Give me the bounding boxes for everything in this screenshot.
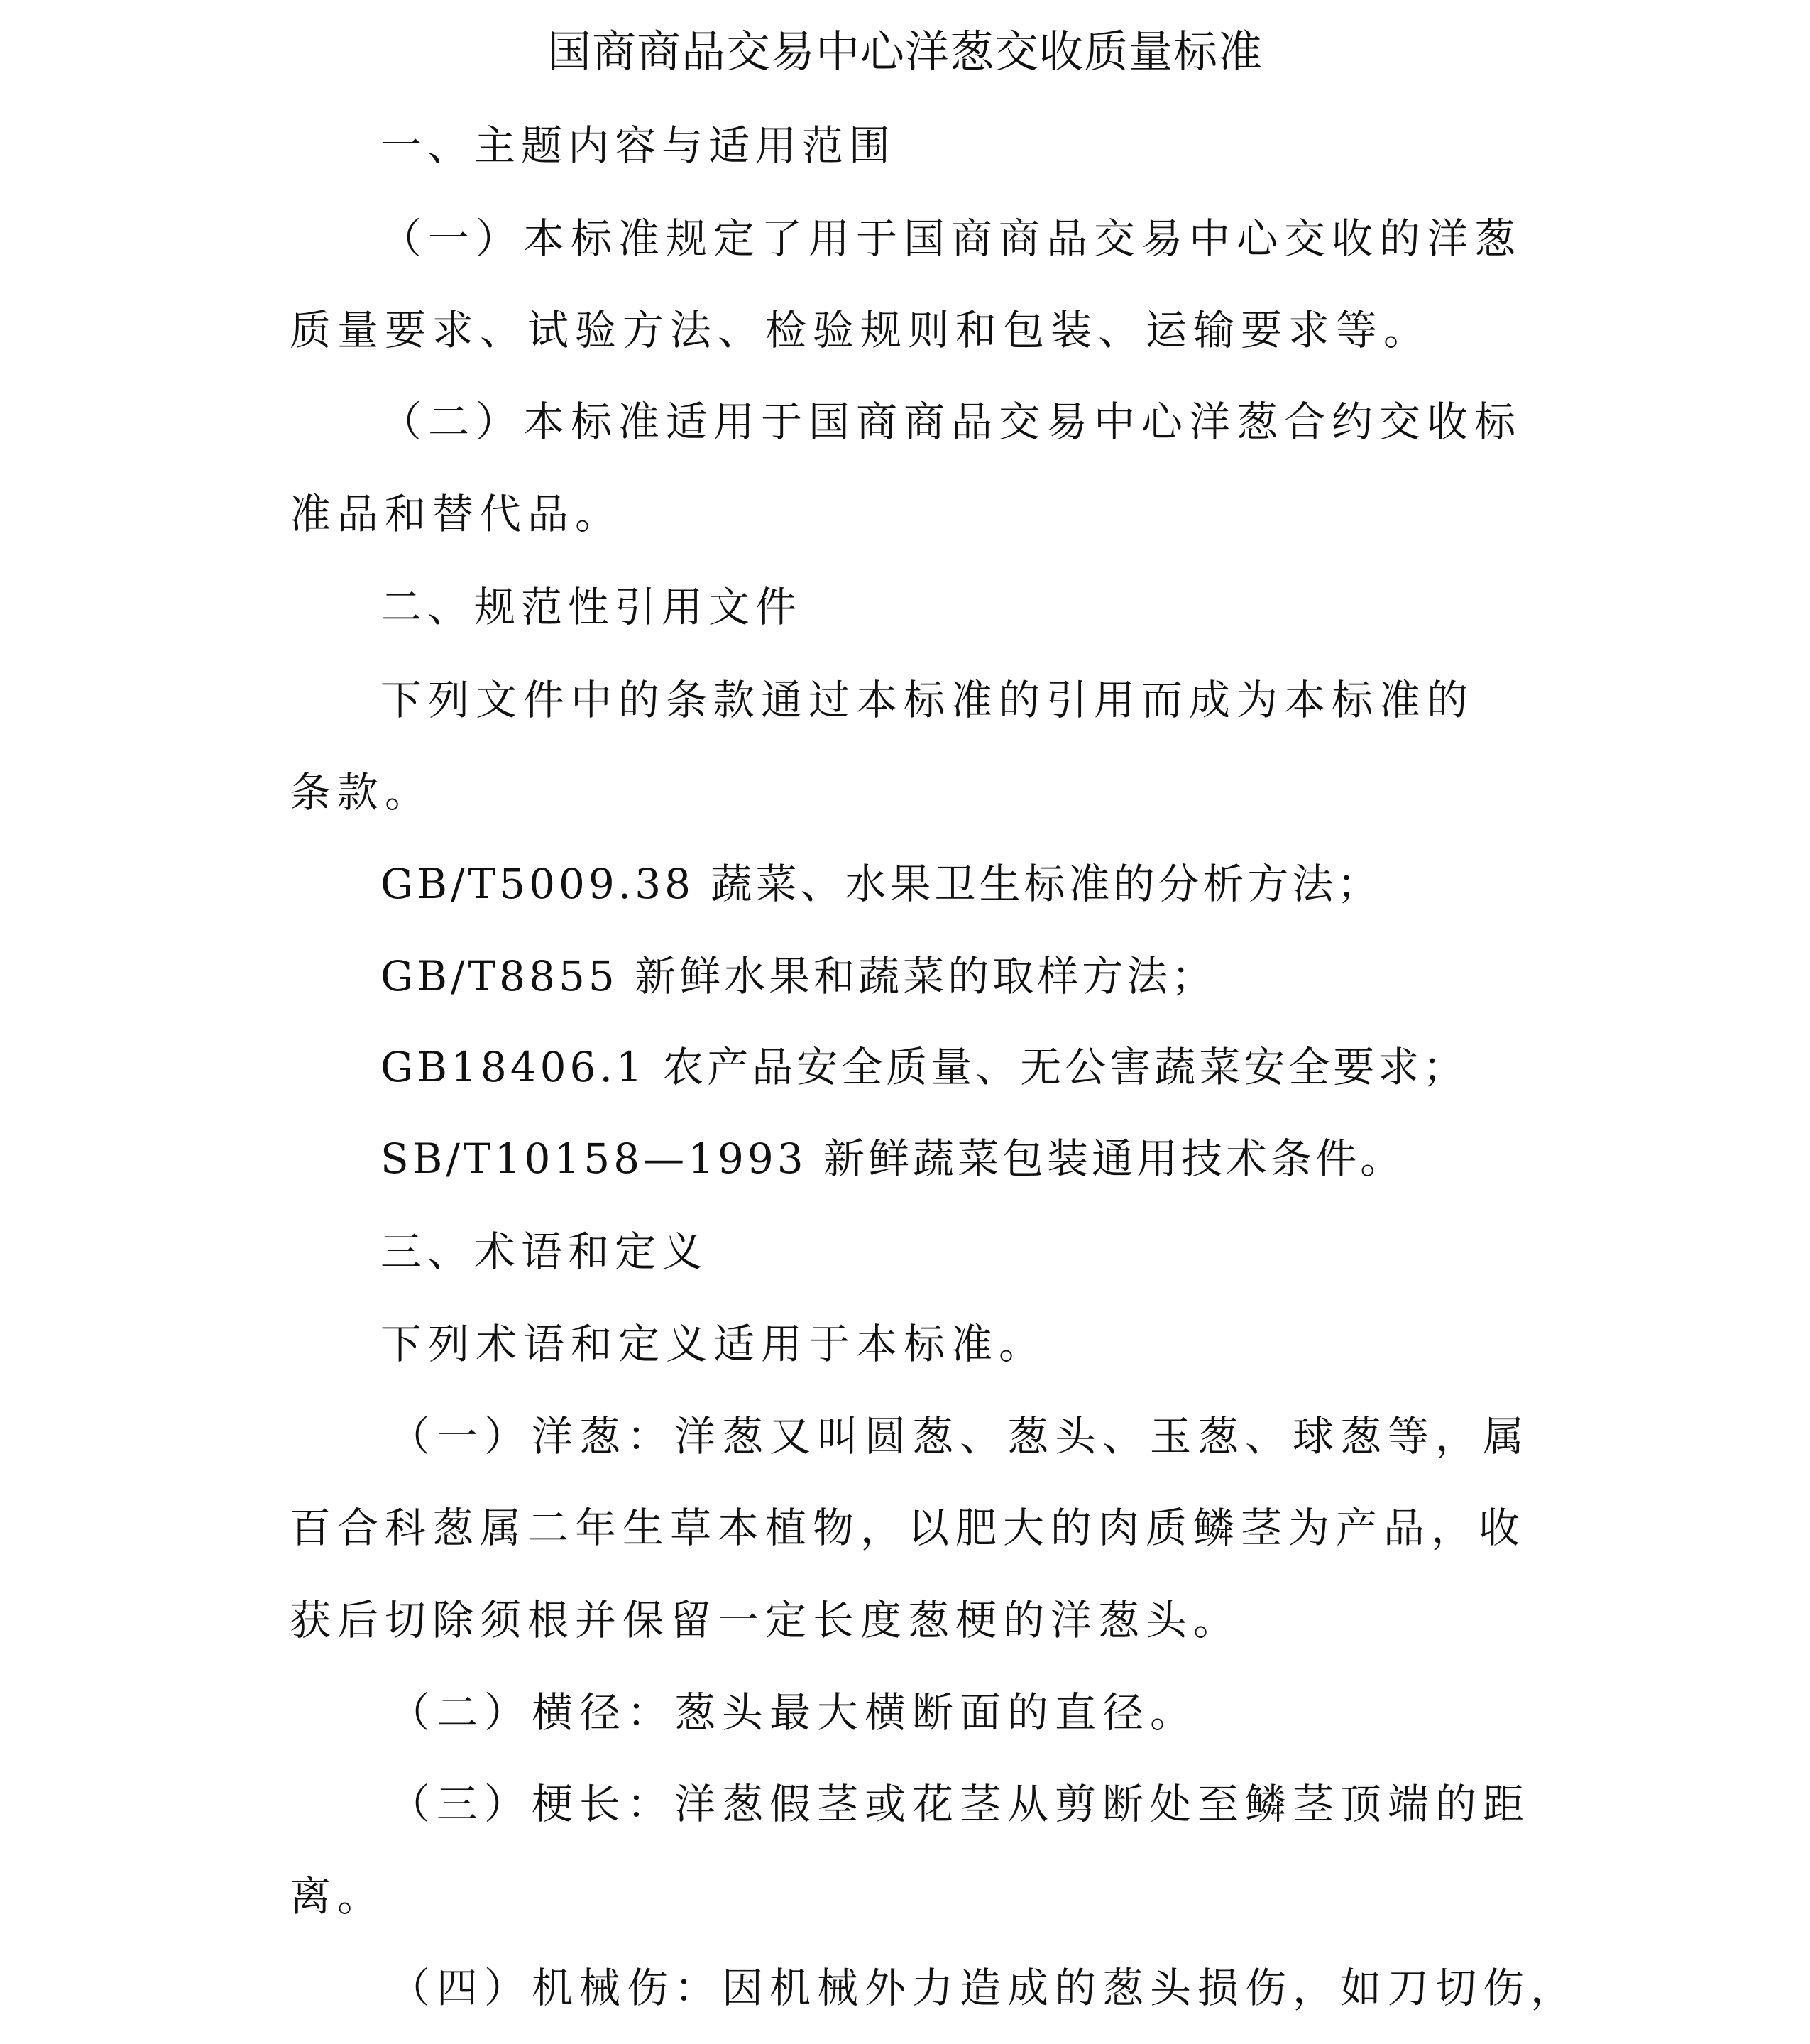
document-title: 国商商品交易中心洋葱交收质量标准	[547, 26, 1263, 77]
sec1-paragraph-2-line-2: 准品和替代品。	[290, 490, 623, 538]
definition-3-line-2: 离。	[290, 1872, 385, 1920]
sec2-paragraph-line-2: 条款。	[290, 768, 433, 816]
section-2-heading: 二、规范性引用文件	[380, 583, 803, 631]
sec1-paragraph-2-line-1: （二）本标准适用于国商商品交易中心洋葱合约交收标	[380, 398, 1523, 446]
definition-4-line-1: （四）机械伤：因机械外力造成的葱头损伤，如刀切伤，	[389, 1964, 1579, 2012]
reference-2: GB/T8855 新鲜水果和蔬菜的取样方法；	[380, 952, 1217, 1000]
definition-3-line-1: （三）梗长：洋葱假茎或花茎从剪断处至鳞茎顶端的距	[389, 1780, 1531, 1828]
reference-1: GB/T5009.38 蔬菜、水果卫生标准的分析方法；	[380, 860, 1382, 908]
reference-4: SB/T10158—1993 新鲜蔬菜包装通用技术条件。	[380, 1135, 1405, 1183]
definition-2: （二）横径：葱头最大横断面的直径。	[389, 1688, 1198, 1737]
section-1-heading: 一、主题内容与适用范围	[380, 121, 896, 170]
reference-3: GB18406.1 农产品安全质量、无公害蔬菜安全要求；	[380, 1043, 1468, 1091]
sec3-intro: 下列术语和定义适用于本标准。	[380, 1320, 1047, 1368]
sec1-paragraph-1-line-2: 质量要求、试验方法、检验规则和包装、运输要求等。	[290, 306, 1432, 354]
definition-1-line-3: 获后切除须根并保留一定长度葱梗的洋葱头。	[290, 1596, 1241, 1644]
section-3-heading: 三、术语和定义	[380, 1228, 709, 1276]
definition-1-line-2: 百合科葱属二年生草本植物，以肥大的肉质鳞茎为产品，收	[290, 1504, 1527, 1552]
sec1-paragraph-1-line-1: （一）本标准规定了用于国商商品交易中心交收的洋葱	[380, 214, 1523, 263]
sec2-paragraph-line-1: 下列文件中的条款通过本标准的引用而成为本标准的	[380, 676, 1475, 724]
definition-1-line-1: （一）洋葱：洋葱又叫圆葱、葱头、玉葱、球葱等，属	[389, 1412, 1531, 1460]
